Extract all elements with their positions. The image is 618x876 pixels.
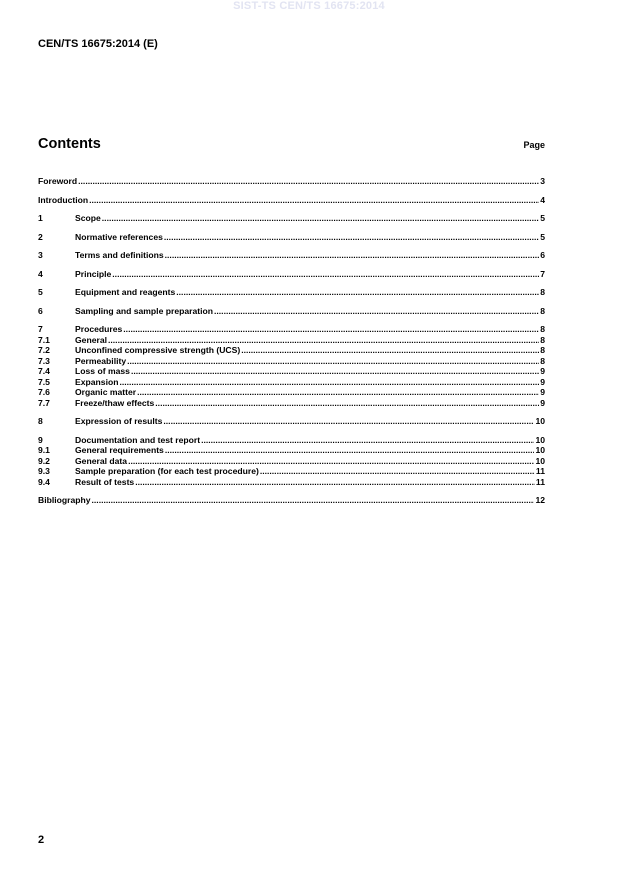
- toc-entry-page: 9: [540, 397, 545, 408]
- dot-leader: [165, 250, 540, 261]
- toc-entry-page: 10: [535, 434, 545, 445]
- toc-entry[interactable]: [38, 377, 545, 388]
- toc-entry-number: 9.3: [38, 466, 50, 476]
- toc-entry[interactable]: [38, 466, 545, 477]
- toc-entry[interactable]: [38, 456, 545, 467]
- toc-entry-title: Unconfined compressive strength (UCS): [75, 345, 241, 355]
- toc-entry-title: Permeability: [75, 355, 127, 366]
- toc-entry[interactable]: [38, 387, 545, 398]
- toc-entry-page: 8: [540, 334, 545, 345]
- toc-entry-number: 7.6: [38, 387, 50, 397]
- dot-leader: [135, 477, 535, 488]
- toc-entry-title: Terms and definitions: [75, 250, 164, 260]
- toc-entry-page: 10: [535, 416, 545, 426]
- toc-entry-number: 7.5: [38, 376, 50, 387]
- toc-entry-title: Normative references: [75, 231, 163, 242]
- dot-leader: [260, 466, 535, 477]
- toc-entry-title: Bibliography: [38, 495, 91, 505]
- toc-entry-page: 8: [540, 355, 545, 366]
- dot-leader: [92, 495, 535, 506]
- toc-entry-page: 11: [535, 476, 545, 487]
- toc-entry-page: 11: [535, 466, 545, 476]
- dot-leader: [78, 176, 539, 187]
- toc-entry-title: Expansion: [75, 376, 119, 387]
- toc-entry-number: 6: [38, 305, 43, 316]
- toc-entry-page: 10: [535, 455, 545, 466]
- toc-entry-number: 7.2: [38, 345, 50, 355]
- toc-entry-title: Sample preparation (for each test procedure): [75, 466, 259, 476]
- toc-entry-number: 9.1: [38, 445, 50, 455]
- toc-entry-title: Loss of mass: [75, 366, 130, 376]
- toc-entry-number: 4: [38, 268, 43, 279]
- toc-entry-page: 12: [535, 495, 545, 505]
- toc-entry-title: Organic matter: [75, 387, 137, 397]
- toc-entry-title: Principle: [75, 268, 112, 279]
- toc-entry-number: 5: [38, 287, 43, 297]
- toc-entry-number: 1: [38, 213, 43, 223]
- toc-entry-number: 3: [38, 250, 43, 260]
- toc-entry-title: Equipment and reagents: [75, 287, 176, 297]
- dot-leader: [163, 416, 534, 427]
- toc-entry-number: 7.3: [38, 355, 50, 366]
- toc-entry-title: General data: [75, 455, 128, 466]
- toc-entry-title: Expression of results: [75, 416, 163, 426]
- toc-entry-number: 7.7: [38, 397, 50, 408]
- toc-entry-title: Documentation and test report: [75, 434, 201, 445]
- toc-entry[interactable]: [38, 495, 545, 506]
- toc-entry-page: 9: [540, 376, 545, 387]
- toc-entry-title: Sampling and sample preparation: [75, 305, 214, 316]
- toc-entry-number: 8: [38, 416, 43, 426]
- toc-entry-number: 7: [38, 324, 43, 334]
- toc-entry[interactable]: [38, 324, 545, 335]
- dot-leader: [165, 445, 535, 456]
- toc-entry[interactable]: [38, 213, 545, 224]
- toc-entry-page: 8: [540, 324, 545, 334]
- toc-entry-page: 8: [540, 287, 545, 297]
- dot-leader: [131, 366, 539, 377]
- toc-entry-page: 10: [535, 445, 545, 455]
- dot-leader: [155, 398, 539, 409]
- toc-entry[interactable]: [38, 366, 545, 377]
- toc-entry[interactable]: [38, 232, 545, 243]
- toc-entry[interactable]: [38, 287, 545, 298]
- dot-leader: [214, 306, 539, 317]
- toc-entry[interactable]: [38, 335, 545, 346]
- dot-leader: [89, 195, 539, 206]
- toc-entry-page: 5: [540, 231, 545, 242]
- toc-entry[interactable]: [38, 250, 545, 261]
- dot-leader: [123, 324, 539, 335]
- toc-entry-page: 8: [540, 305, 545, 316]
- toc-entry-title: General: [75, 334, 108, 345]
- toc-entry-title: Result of tests: [75, 476, 135, 487]
- table-of-contents: [38, 176, 545, 506]
- page-column-label: Page: [523, 140, 545, 150]
- toc-entry-title: General requirements: [75, 445, 164, 455]
- toc-entry-number: 7.4: [38, 366, 50, 376]
- toc-entry-title: Introduction: [38, 194, 89, 205]
- toc-entry[interactable]: [38, 345, 545, 356]
- toc-entry-number: 9: [38, 434, 43, 445]
- page-number: 2: [38, 834, 45, 846]
- toc-entry-title: Freeze/thaw effects: [75, 397, 155, 408]
- dot-leader: [164, 232, 539, 243]
- toc-entry-number: 9.2: [38, 455, 50, 466]
- toc-entry[interactable]: [38, 477, 545, 488]
- toc-entry-page: 9: [540, 366, 545, 376]
- toc-entry-number: 2: [38, 231, 43, 242]
- toc-entry-title: Procedures: [75, 324, 123, 334]
- toc-entry-page: 7: [540, 268, 545, 279]
- toc-entry-page: 3: [540, 176, 545, 186]
- toc-entry[interactable]: [38, 416, 545, 427]
- toc-entry-page: 9: [540, 387, 545, 397]
- toc-entry-page: 8: [540, 345, 545, 355]
- watermark: SIST-TS CEN/TS 16675:2014: [233, 0, 385, 12]
- toc-entry-title: Foreword: [38, 176, 78, 186]
- toc-entry[interactable]: [38, 398, 545, 409]
- contents-heading: Contents: [38, 136, 101, 152]
- toc-entry[interactable]: [38, 435, 545, 446]
- dot-leader: [108, 335, 539, 346]
- toc-entry-page: 5: [540, 213, 545, 223]
- dot-leader: [112, 269, 539, 280]
- toc-entry-title: Scope: [75, 213, 101, 223]
- toc-entry[interactable]: [38, 306, 545, 317]
- dot-leader: [128, 456, 534, 467]
- toc-entry[interactable]: [38, 176, 545, 187]
- toc-entry[interactable]: [38, 195, 545, 206]
- dot-leader: [201, 435, 534, 446]
- dot-leader: [119, 377, 539, 388]
- dot-leader: [241, 345, 539, 356]
- dot-leader: [137, 387, 539, 398]
- document-id: CEN/TS 16675:2014 (E): [38, 38, 158, 50]
- dot-leader: [102, 213, 539, 224]
- toc-entry-number: 7.1: [38, 334, 50, 345]
- dot-leader: [127, 356, 539, 367]
- dot-leader: [176, 287, 539, 298]
- toc-entry[interactable]: [38, 445, 545, 456]
- toc-entry[interactable]: [38, 269, 545, 280]
- toc-entry-number: 9.4: [38, 476, 50, 487]
- toc-entry-page: 4: [540, 194, 545, 205]
- toc-entry-page: 6: [540, 250, 545, 260]
- toc-entry[interactable]: [38, 356, 545, 367]
